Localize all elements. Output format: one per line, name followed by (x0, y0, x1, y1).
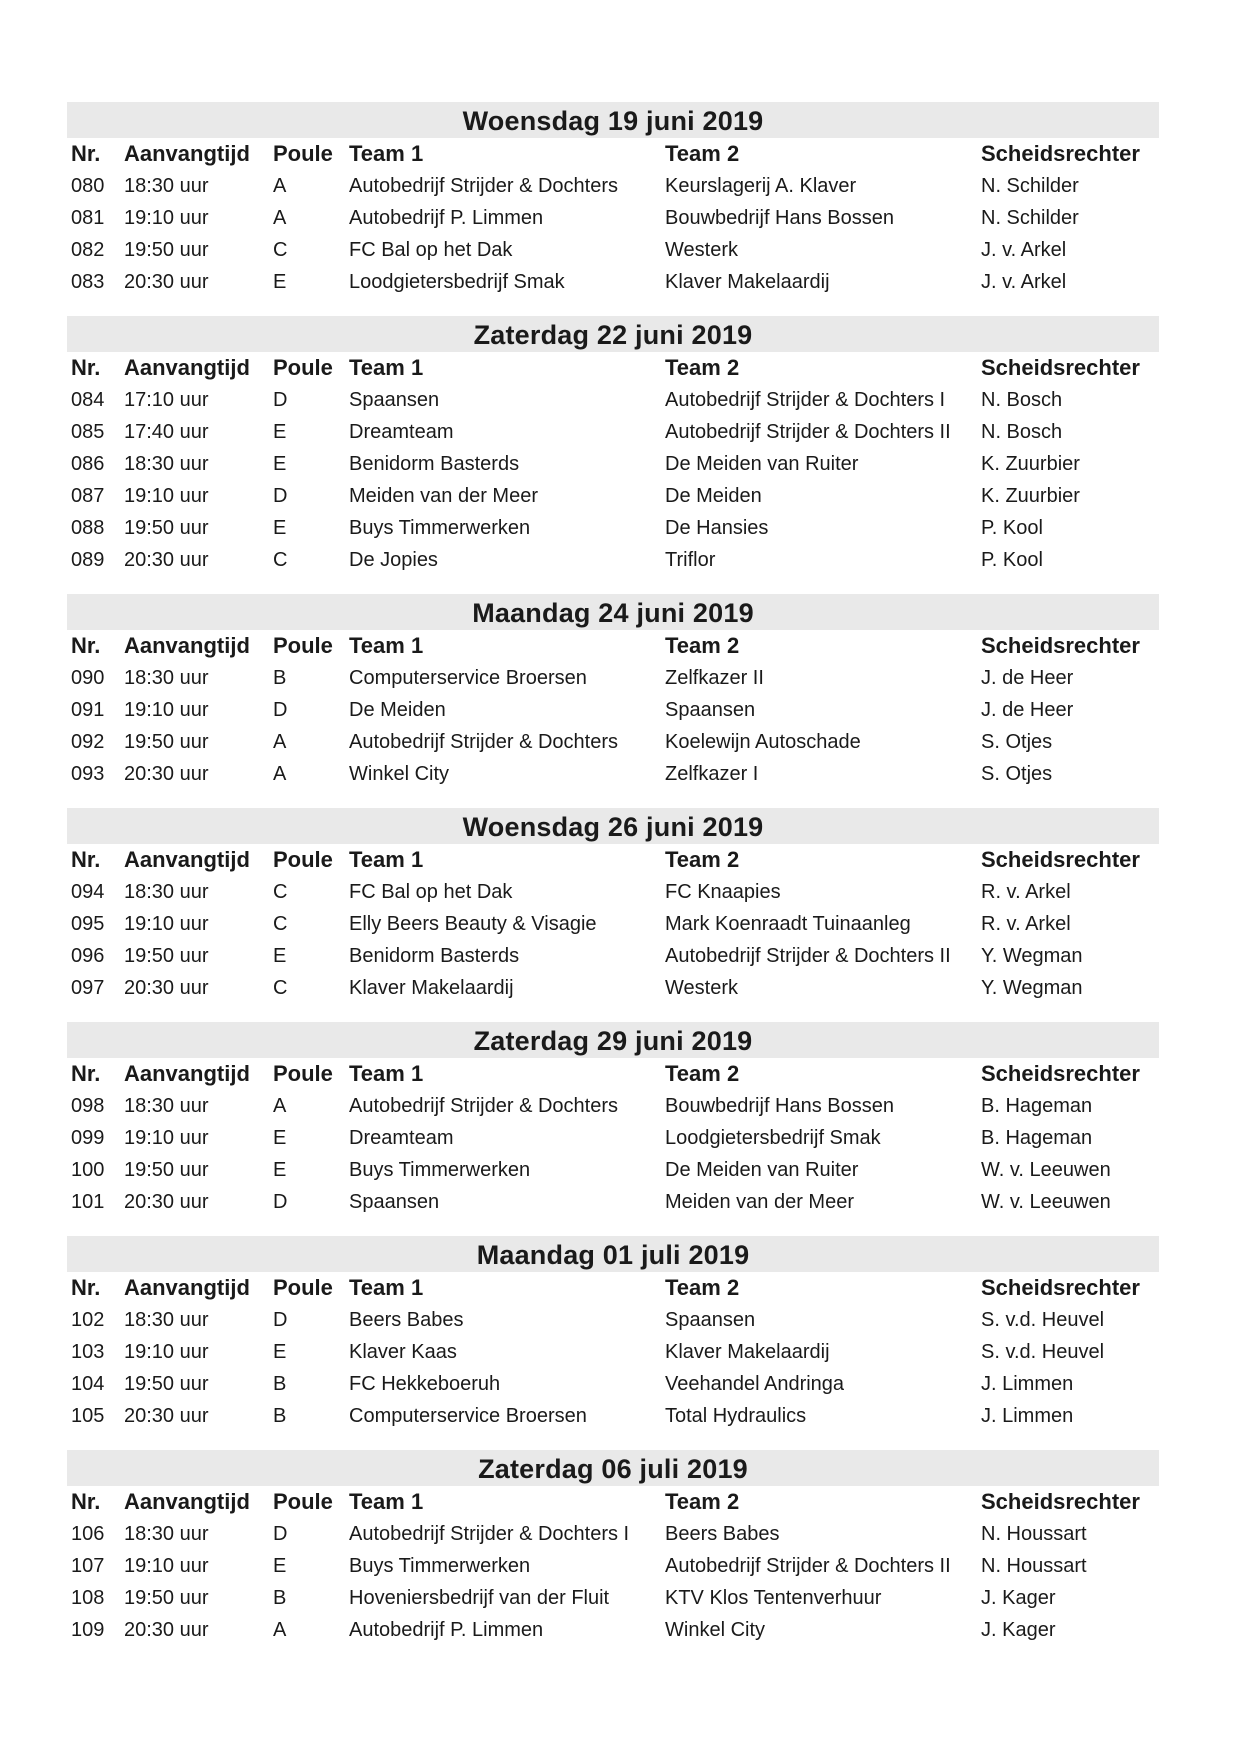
match-row (67, 1518, 1159, 1550)
column-header-time: Aanvangtijd (124, 633, 250, 658)
match-time: 19:50 uur (124, 1587, 209, 1609)
match-row (67, 758, 1159, 790)
match-team1: Autobedrijf P. Limmen (349, 207, 544, 229)
match-row (67, 908, 1159, 940)
day-header (67, 1022, 1159, 1058)
match-row (67, 1122, 1159, 1154)
column-header-nr: Nr. (71, 1275, 101, 1300)
match-nr: 085 (71, 421, 105, 443)
match-poule: A (273, 763, 287, 785)
match-referee: R. v. Arkel (981, 913, 1071, 935)
day-block (67, 808, 1159, 1004)
match-poule: C (273, 549, 288, 571)
match-time: 19:50 uur (124, 517, 209, 539)
match-team1: Meiden van der Meer (349, 485, 538, 507)
match-team2: De Meiden van Ruiter (665, 453, 859, 475)
match-time: 20:30 uur (124, 1191, 209, 1213)
match-nr: 106 (71, 1523, 105, 1545)
match-nr: 087 (71, 485, 105, 507)
match-poule: E (273, 1159, 287, 1181)
day-header (67, 102, 1159, 138)
column-header-referee: Scheidsrechter (981, 847, 1140, 872)
match-team2: Westerk (665, 239, 738, 261)
match-nr: 092 (71, 731, 105, 753)
match-poule: A (273, 207, 287, 229)
match-referee: J. de Heer (981, 667, 1074, 689)
match-team1: Klaver Kaas (349, 1341, 457, 1363)
day-title: Zaterdag 06 juli 2019 (478, 1454, 748, 1484)
match-referee: N. Bosch (981, 389, 1063, 411)
match-team1: Buys Timmerwerken (349, 517, 531, 539)
match-poule: B (273, 1405, 287, 1427)
match-time: 18:30 uur (124, 1095, 209, 1117)
match-referee: K. Zuurbier (981, 453, 1080, 475)
match-nr: 091 (71, 699, 105, 721)
match-time: 19:10 uur (124, 1341, 209, 1363)
match-team1: Dreamteam (349, 421, 454, 443)
match-team2: Keurslagerij A. Klaver (665, 175, 857, 197)
match-referee: N. Houssart (981, 1523, 1087, 1545)
column-header-row (67, 352, 1159, 384)
column-header-team1: Team 1 (349, 1489, 424, 1514)
match-poule: C (273, 913, 288, 935)
match-team1: Loodgietersbedrijf Smak (349, 271, 565, 293)
match-team2: Klaver Makelaardij (665, 1341, 830, 1363)
column-header-time: Aanvangtijd (124, 1061, 250, 1086)
match-referee: P. Kool (981, 517, 1043, 539)
match-nr: 102 (71, 1309, 105, 1331)
match-team1: Elly Beers Beauty & Visagie (349, 913, 597, 935)
match-team2: Klaver Makelaardij (665, 271, 830, 293)
match-row (67, 170, 1159, 202)
match-row (67, 234, 1159, 266)
column-header-team2: Team 2 (665, 847, 740, 872)
match-team2: Bouwbedrijf Hans Bossen (665, 207, 895, 229)
match-poule: A (273, 175, 287, 197)
column-header-poule: Poule (273, 1275, 333, 1300)
match-referee: B. Hageman (981, 1095, 1093, 1117)
match-time: 20:30 uur (124, 549, 209, 571)
match-team2: Mark Koenraadt Tuinaanleg (665, 913, 911, 935)
match-referee: J. v. Arkel (981, 271, 1067, 293)
day-header (67, 808, 1159, 844)
match-referee: P. Kool (981, 549, 1043, 571)
match-team2: Spaansen (665, 699, 756, 721)
match-time: 19:10 uur (124, 207, 209, 229)
match-nr: 090 (71, 667, 105, 689)
match-row (67, 1368, 1159, 1400)
column-header-referee: Scheidsrechter (981, 141, 1140, 166)
match-row (67, 202, 1159, 234)
match-nr: 093 (71, 763, 105, 785)
match-row (67, 876, 1159, 908)
match-row (67, 1400, 1159, 1432)
match-referee: S. Otjes (981, 763, 1053, 785)
match-referee: B. Hageman (981, 1127, 1093, 1149)
column-header-nr: Nr. (71, 633, 101, 658)
match-referee: S. v.d. Heuvel (981, 1341, 1105, 1363)
match-poule: E (273, 1555, 287, 1577)
day-header (67, 316, 1159, 352)
match-time: 19:10 uur (124, 699, 209, 721)
match-row (67, 1582, 1159, 1614)
match-nr: 084 (71, 389, 105, 411)
match-time: 18:30 uur (124, 1309, 209, 1331)
match-referee: W. v. Leeuwen (981, 1159, 1111, 1181)
match-nr: 095 (71, 913, 105, 935)
match-poule: E (273, 1341, 287, 1363)
match-poule: B (273, 1587, 287, 1609)
match-team2: De Hansies (665, 517, 769, 539)
match-row (67, 1186, 1159, 1218)
match-team1: Buys Timmerwerken (349, 1159, 531, 1181)
match-referee: J. Limmen (981, 1405, 1074, 1427)
match-team2: Veehandel Andringa (665, 1373, 845, 1395)
column-header-referee: Scheidsrechter (981, 1061, 1140, 1086)
match-referee: N. Schilder (981, 207, 1079, 229)
match-row (67, 1336, 1159, 1368)
match-team2: Winkel City (665, 1619, 766, 1641)
match-team1: FC Hekkeboeruh (349, 1373, 501, 1395)
match-nr: 104 (71, 1373, 105, 1395)
match-team2: KTV Klos Tentenverhuur (665, 1587, 882, 1609)
match-poule: D (273, 699, 288, 721)
match-row (67, 1154, 1159, 1186)
column-header-team2: Team 2 (665, 633, 740, 658)
match-poule: C (273, 881, 288, 903)
match-row (67, 1304, 1159, 1336)
day-block (67, 102, 1159, 298)
match-time: 20:30 uur (124, 977, 209, 999)
column-header-row (67, 1272, 1159, 1304)
column-header-team2: Team 2 (665, 1489, 740, 1514)
column-header-team1: Team 1 (349, 633, 424, 658)
column-header-team2: Team 2 (665, 141, 740, 166)
day-header (67, 1236, 1159, 1272)
match-team1: Autobedrijf Strijder & Dochters (349, 731, 619, 753)
match-row (67, 384, 1159, 416)
match-time: 19:50 uur (124, 1159, 209, 1181)
match-referee: S. v.d. Heuvel (981, 1309, 1105, 1331)
column-header-time: Aanvangtijd (124, 1489, 250, 1514)
day-block (67, 1022, 1159, 1218)
column-header-poule: Poule (273, 633, 333, 658)
match-team2: Total Hydraulics (665, 1405, 807, 1427)
column-header-nr: Nr. (71, 847, 101, 872)
match-team2: De Meiden van Ruiter (665, 1159, 859, 1181)
match-poule: A (273, 1095, 287, 1117)
match-team1: De Meiden (349, 699, 446, 721)
column-header-nr: Nr. (71, 141, 101, 166)
match-row (67, 266, 1159, 298)
match-nr: 081 (71, 207, 105, 229)
column-header-team2: Team 2 (665, 1061, 740, 1086)
day-title: Woensdag 19 juni 2019 (462, 106, 764, 136)
match-referee: W. v. Leeuwen (981, 1191, 1111, 1213)
match-poule: A (273, 1619, 287, 1641)
match-time: 20:30 uur (124, 271, 209, 293)
column-header-team2: Team 2 (665, 355, 740, 380)
match-poule: D (273, 1523, 288, 1545)
match-time: 17:10 uur (124, 389, 209, 411)
day-title: Zaterdag 29 juni 2019 (473, 1026, 753, 1056)
match-row (67, 726, 1159, 758)
match-referee: Y. Wegman (981, 977, 1083, 999)
match-row (67, 544, 1159, 576)
match-referee: S. Otjes (981, 731, 1053, 753)
column-header-poule: Poule (273, 1489, 333, 1514)
match-poule: E (273, 945, 287, 967)
match-team1: Klaver Makelaardij (349, 977, 514, 999)
match-team2: De Meiden (665, 485, 762, 507)
match-team2: Spaansen (665, 1309, 756, 1331)
match-team2: Loodgietersbedrijf Smak (665, 1127, 881, 1149)
match-nr: 108 (71, 1587, 105, 1609)
column-header-nr: Nr. (71, 355, 101, 380)
match-poule: C (273, 239, 288, 261)
column-header-referee: Scheidsrechter (981, 633, 1140, 658)
column-header-poule: Poule (273, 141, 333, 166)
day-header (67, 1450, 1159, 1486)
match-nr: 100 (71, 1159, 105, 1181)
match-referee: J. de Heer (981, 699, 1074, 721)
column-header-poule: Poule (273, 1061, 333, 1086)
match-nr: 107 (71, 1555, 105, 1577)
match-team2: Autobedrijf Strijder & Dochters I (665, 389, 946, 411)
column-header-row (67, 138, 1159, 170)
match-team2: FC Knaapies (665, 881, 781, 903)
day-block (67, 316, 1159, 576)
match-team1: Autobedrijf Strijder & Dochters (349, 175, 619, 197)
match-row (67, 480, 1159, 512)
match-poule: E (273, 421, 287, 443)
match-time: 19:10 uur (124, 485, 209, 507)
match-team2: Bouwbedrijf Hans Bossen (665, 1095, 895, 1117)
match-referee: K. Zuurbier (981, 485, 1080, 507)
match-referee: N. Bosch (981, 421, 1063, 443)
column-header-time: Aanvangtijd (124, 355, 250, 380)
day-title: Maandag 24 juni 2019 (472, 598, 754, 628)
match-team2: Zelfkazer I (665, 763, 759, 785)
match-schedule (67, 102, 1159, 1664)
match-nr: 105 (71, 1405, 105, 1427)
match-time: 19:10 uur (124, 1555, 209, 1577)
match-team1: De Jopies (349, 549, 438, 571)
match-team2: Zelfkazer II (665, 667, 764, 689)
match-team1: Spaansen (349, 389, 440, 411)
column-header-poule: Poule (273, 355, 333, 380)
column-header-nr: Nr. (71, 1061, 101, 1086)
match-nr: 098 (71, 1095, 105, 1117)
column-header-time: Aanvangtijd (124, 847, 250, 872)
day-title: Maandag 01 juli 2019 (476, 1240, 750, 1270)
match-nr: 094 (71, 881, 105, 903)
match-team2: Autobedrijf Strijder & Dochters II (665, 1555, 951, 1577)
match-poule: D (273, 485, 288, 507)
match-team1: Computerservice Broersen (349, 667, 587, 689)
match-team1: Dreamteam (349, 1127, 454, 1149)
match-team1: Beers Babes (349, 1309, 464, 1331)
match-time: 18:30 uur (124, 453, 209, 475)
match-poule: E (273, 453, 287, 475)
column-header-referee: Scheidsrechter (981, 1275, 1140, 1300)
match-referee: R. v. Arkel (981, 881, 1071, 903)
match-time: 18:30 uur (124, 667, 209, 689)
match-time: 20:30 uur (124, 1405, 209, 1427)
match-referee: Y. Wegman (981, 945, 1083, 967)
column-header-poule: Poule (273, 847, 333, 872)
match-poule: D (273, 389, 288, 411)
column-header-row (67, 844, 1159, 876)
column-header-time: Aanvangtijd (124, 141, 250, 166)
column-header-row (67, 1058, 1159, 1090)
column-header-team1: Team 1 (349, 141, 424, 166)
column-header-team1: Team 1 (349, 1061, 424, 1086)
match-time: 19:10 uur (124, 1127, 209, 1149)
match-row (67, 940, 1159, 972)
match-team1: Spaansen (349, 1191, 440, 1213)
match-time: 18:30 uur (124, 1523, 209, 1545)
match-nr: 088 (71, 517, 105, 539)
match-poule: D (273, 1191, 288, 1213)
match-nr: 080 (71, 175, 105, 197)
column-header-referee: Scheidsrechter (981, 355, 1140, 380)
column-header-nr: Nr. (71, 1489, 101, 1514)
match-team1: Benidorm Basterds (349, 945, 520, 967)
column-header-time: Aanvangtijd (124, 1275, 250, 1300)
day-block (67, 1236, 1159, 1432)
match-row (67, 416, 1159, 448)
column-header-team1: Team 1 (349, 847, 424, 872)
match-nr: 099 (71, 1127, 105, 1149)
match-team1: Autobedrijf Strijder & Dochters (349, 1095, 619, 1117)
match-referee: N. Schilder (981, 175, 1079, 197)
column-header-team1: Team 1 (349, 1275, 424, 1300)
match-time: 19:50 uur (124, 239, 209, 261)
match-nr: 086 (71, 453, 105, 475)
match-row (67, 1550, 1159, 1582)
match-team2: Koelewijn Autoschade (665, 731, 861, 753)
match-nr: 103 (71, 1341, 105, 1363)
match-referee: J. Limmen (981, 1373, 1074, 1395)
column-header-row (67, 630, 1159, 662)
day-block (67, 594, 1159, 790)
match-poule: C (273, 977, 288, 999)
column-header-row (67, 1486, 1159, 1518)
day-title: Zaterdag 22 juni 2019 (473, 320, 753, 350)
match-nr: 082 (71, 239, 105, 261)
match-nr: 083 (71, 271, 105, 293)
day-title: Woensdag 26 juni 2019 (462, 812, 764, 842)
match-referee: J. v. Arkel (981, 239, 1067, 261)
match-time: 19:50 uur (124, 731, 209, 753)
match-team1: FC Bal op het Dak (349, 881, 513, 903)
match-time: 19:50 uur (124, 945, 209, 967)
match-team1: Winkel City (349, 763, 450, 785)
match-time: 18:30 uur (124, 175, 209, 197)
match-referee: N. Houssart (981, 1555, 1087, 1577)
match-team1: Computerservice Broersen (349, 1405, 587, 1427)
match-referee: J. Kager (981, 1619, 1056, 1641)
match-row (67, 694, 1159, 726)
match-team2: Triflor (665, 549, 716, 571)
match-referee: J. Kager (981, 1587, 1056, 1609)
match-team1: Hoveniersbedrijf van der Fluit (349, 1587, 610, 1609)
match-row (67, 448, 1159, 480)
column-header-team2: Team 2 (665, 1275, 740, 1300)
match-team2: Westerk (665, 977, 738, 999)
match-poule: E (273, 1127, 287, 1149)
match-team2: Meiden van der Meer (665, 1191, 854, 1213)
match-row (67, 1090, 1159, 1122)
match-nr: 101 (71, 1191, 105, 1213)
match-poule: E (273, 517, 287, 539)
match-time: 17:40 uur (124, 421, 209, 443)
match-row (67, 1614, 1159, 1646)
match-team1: Benidorm Basterds (349, 453, 520, 475)
match-team2: Autobedrijf Strijder & Dochters II (665, 945, 951, 967)
match-time: 20:30 uur (124, 763, 209, 785)
match-team1: FC Bal op het Dak (349, 239, 513, 261)
day-header (67, 594, 1159, 630)
match-team1: Autobedrijf Strijder & Dochters I (349, 1523, 630, 1545)
match-time: 20:30 uur (124, 1619, 209, 1641)
match-team2: Beers Babes (665, 1523, 780, 1545)
match-poule: A (273, 731, 287, 753)
match-time: 19:50 uur (124, 1373, 209, 1395)
match-row (67, 662, 1159, 694)
match-nr: 109 (71, 1619, 105, 1641)
match-nr: 096 (71, 945, 105, 967)
match-poule: D (273, 1309, 288, 1331)
match-poule: E (273, 271, 287, 293)
match-team1: Buys Timmerwerken (349, 1555, 531, 1577)
match-team2: Autobedrijf Strijder & Dochters II (665, 421, 951, 443)
match-time: 19:10 uur (124, 913, 209, 935)
match-nr: 089 (71, 549, 105, 571)
match-row (67, 512, 1159, 544)
match-team1: Autobedrijf P. Limmen (349, 1619, 544, 1641)
column-header-referee: Scheidsrechter (981, 1489, 1140, 1514)
day-block (67, 1450, 1159, 1646)
match-nr: 097 (71, 977, 105, 999)
match-poule: B (273, 667, 287, 689)
match-row (67, 972, 1159, 1004)
match-poule: B (273, 1373, 287, 1395)
match-time: 18:30 uur (124, 881, 209, 903)
column-header-team1: Team 1 (349, 355, 424, 380)
